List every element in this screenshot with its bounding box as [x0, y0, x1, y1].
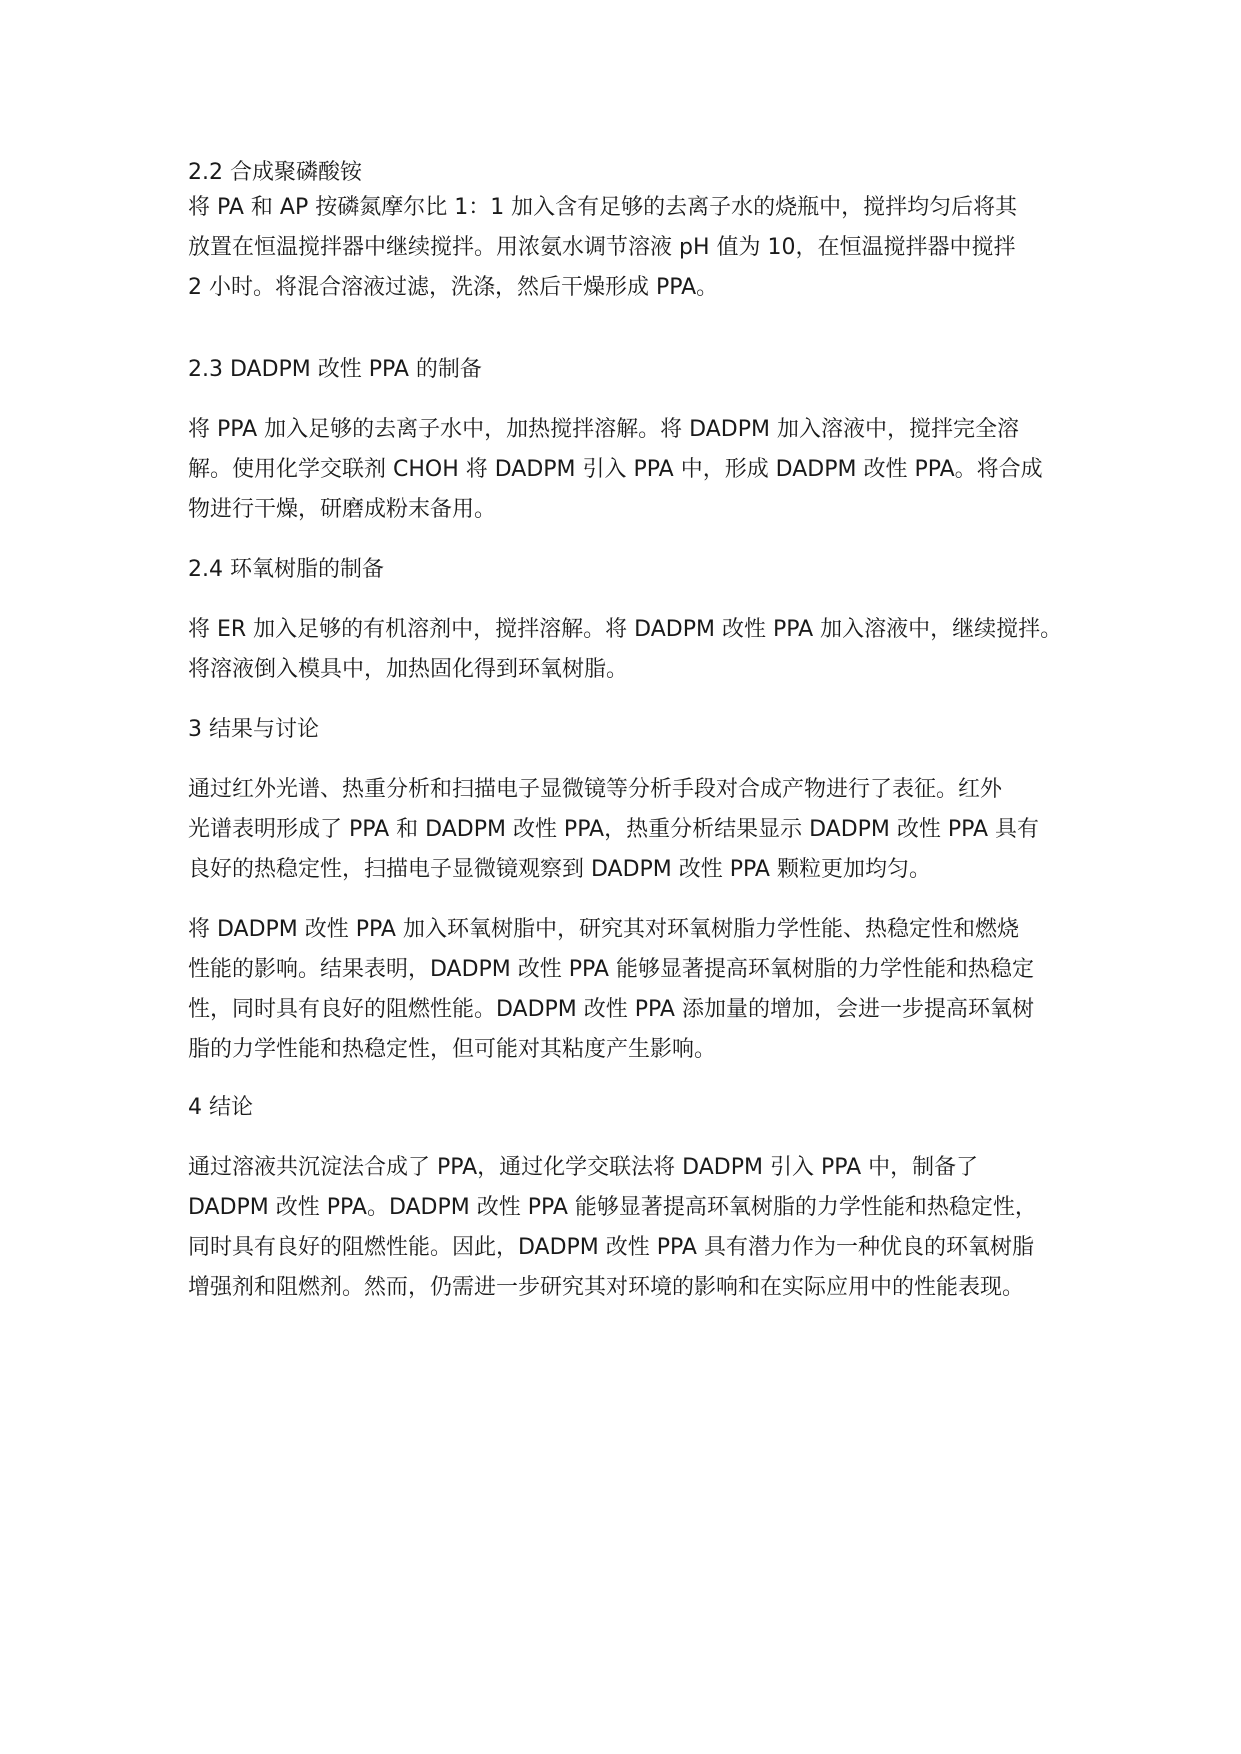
- paragraph-3a: [188, 770, 1088, 890]
- paragraph-line: 增强剂和阻燃剂。然而，仍需进一步研究其对环境的影响和在实际应用中的性能表现。: [188, 1275, 1025, 1300]
- section-heading-2-3: 2.3 DADPM 改性 PPA 的制备: [188, 357, 482, 382]
- paragraph-line: 性，同时具有良好的阻燃性能。DADPM 改性 PPA 添加量的增加，会进一步提高环氧树: [188, 997, 1034, 1022]
- section-heading-2-2: 2.2 合成聚磷酸铵: [188, 160, 362, 185]
- paragraph-line: 通过溶液共沉淀法合成了 PPA，通过化学交联法将 DADPM 引入 PPA 中，制备了: [188, 1155, 979, 1180]
- paragraph-line: 脂的力学性能和热稳定性，但可能对其粘度产生影响。: [188, 1037, 717, 1062]
- paragraph-line: 良好的热稳定性，扫描电子显微镜观察到 DADPM 改性 PPA 颗粒更加均匀。: [188, 857, 931, 882]
- section-heading-3: 3 结果与讨论: [188, 717, 319, 742]
- paragraph-line: 将 DADPM 改性 PPA 加入环氧树脂中，研究其对环氧树脂力学性能、热稳定性和燃烧: [188, 917, 1019, 942]
- paragraph-2-3: [188, 410, 1088, 530]
- paragraph-line: DADPM 改性 PPA。DADPM 改性 PPA 能够显著提高环氧树脂的力学性能和热稳定性，: [188, 1195, 1037, 1220]
- paragraph-line: 将 PA 和 AP 按磷氮摩尔比 1：1 加入含有足够的去离子水的烧瓶中，搅拌均匀后将其: [188, 195, 1018, 220]
- paragraph-line: 将溶液倒入模具中，加热固化得到环氧树脂。: [188, 657, 629, 682]
- paragraph-line: 性能的影响。结果表明，DADPM 改性 PPA 能够显著提高环氧树脂的力学性能和热稳定: [188, 957, 1034, 982]
- paragraph-line: 放置在恒温搅拌器中继续搅拌。用浓氨水调节溶液 pH 值为 10，在恒温搅拌器中搅拌: [188, 235, 1016, 260]
- paragraph-line: 将 PPA 加入足够的去离子水中，加热搅拌溶解。将 DADPM 加入溶液中，搅拌完全溶: [188, 417, 1019, 442]
- paragraph-line: 解。使用化学交联剂 CHOH 将 DADPM 引入 PPA 中，形成 DADPM 改性 PPA。将合成: [188, 457, 1043, 482]
- paragraph-line: 2 小时。将混合溶液过滤，洗涤，然后干燥形成 PPA。: [188, 275, 719, 300]
- paragraph-4: [188, 1148, 1088, 1308]
- paragraph-2-2: [188, 188, 1088, 308]
- paragraph-3b: [188, 910, 1088, 1070]
- paragraph-2-4: [188, 610, 1088, 690]
- paragraph-line: 将 ER 加入足够的有机溶剂中，搅拌溶解。将 DADPM 改性 PPA 加入溶液中，继续搅拌。: [188, 617, 1063, 642]
- section-heading-4: 4 结论: [188, 1095, 253, 1120]
- paragraph-line: 同时具有良好的阻燃性能。因此，DADPM 改性 PPA 具有潜力作为一种优良的环氧树脂: [188, 1235, 1034, 1260]
- paragraph-line: 通过红外光谱、热重分析和扫描电子显微镜等分析手段对合成产物进行了表征。红外: [188, 777, 1003, 802]
- section-heading-2-4: 2.4 环氧树脂的制备: [188, 557, 384, 582]
- paragraph-line: 物进行干燥，研磨成粉末备用。: [188, 497, 497, 522]
- paragraph-line: 光谱表明形成了 PPA 和 DADPM 改性 PPA，热重分析结果显示 DADPM 改性 PPA 具有: [188, 817, 1040, 842]
